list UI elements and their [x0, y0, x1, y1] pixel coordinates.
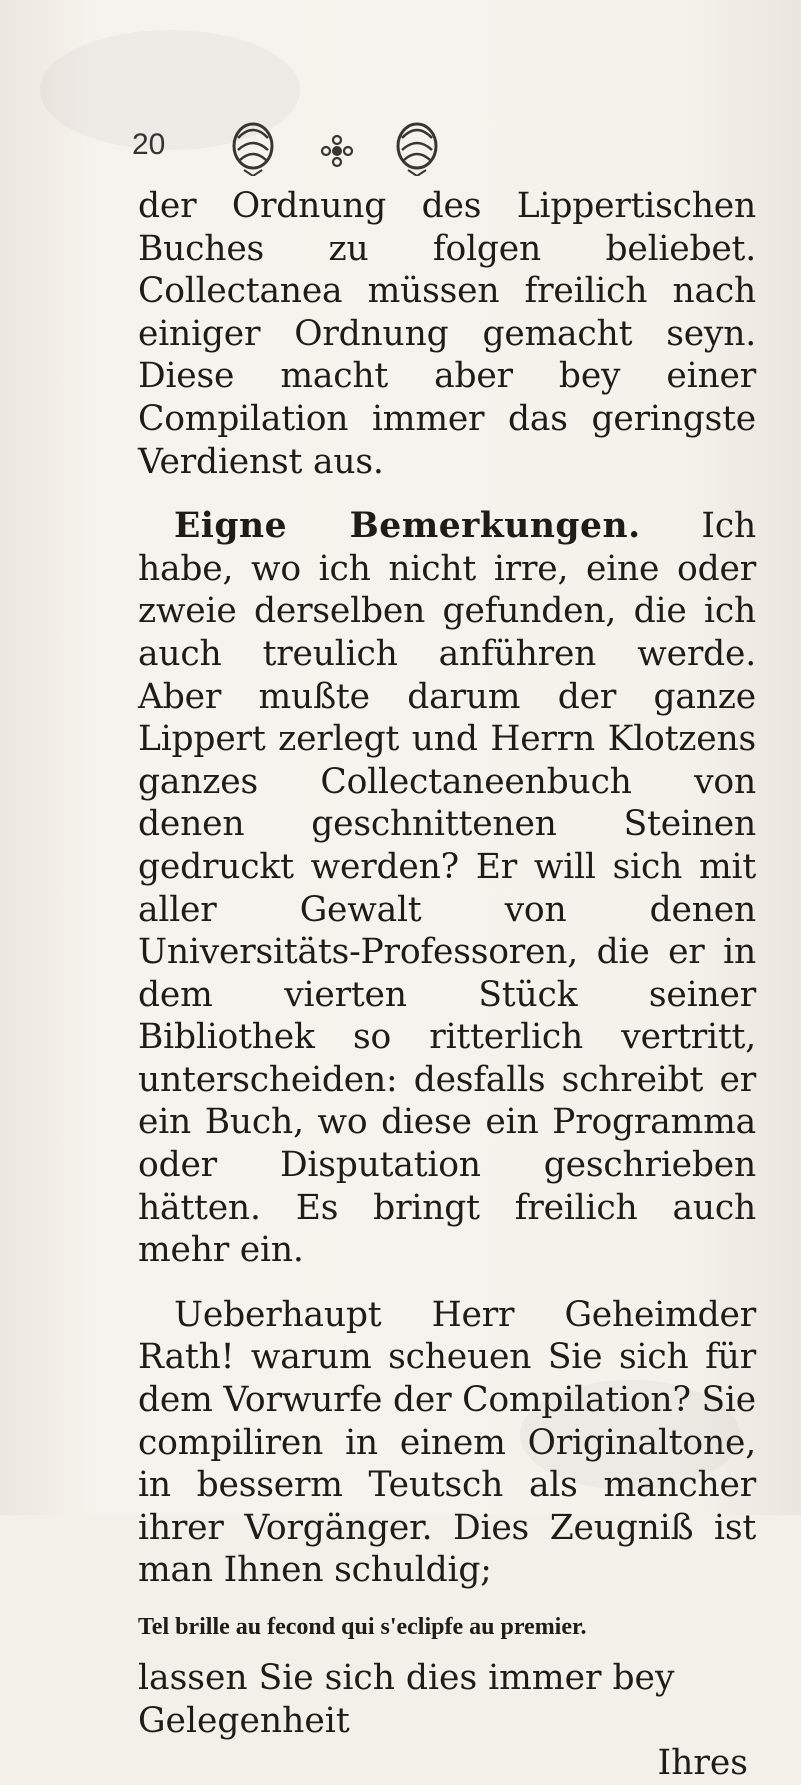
paragraph: der Ordnung des Lippertischen Buches zu folgen beliebet. Collectanea müssen freilich nach einiger Ordnung gemacht seyn. Diese macht aber bey einer Compilation immer das geringste Verdienst aus. [138, 186, 756, 482]
flower-ornament-icon [320, 134, 354, 168]
french-quote: Tel brille au fecond qui s'eclipfe au premier. [138, 1614, 587, 1640]
printer-ornament-icon [230, 120, 276, 176]
body-text [138, 185, 756, 1785]
printer-ornament-icon [394, 120, 440, 176]
page-header [132, 120, 692, 180]
page-number: 20 [132, 128, 166, 161]
paragraph: lassen Sie sich dies immer bey Gelegenheit [138, 1658, 675, 1741]
catchword: Ihres [657, 1743, 748, 1784]
paragraph-text: Ich habe, wo ich nicht irre, eine oder zweie derselben gefunden, die ich auch treulich anführen werde. Aber mußte darum der ganze Lippert zerlegt und Herrn Klotzens ganzes Collectaneenbuch von denen geschnittenen Steinen gedruckt werden? Er will sich mit aller Gewalt von denen Universitäts-Professoren, die er in dem vierten Stück seiner Bibliothek so ritterlich vertritt, unterscheiden: desfalls schreibt er ein Buch, wo diese ein Programma oder Disputation geschrieben hätten. Es bringt freilich auch mehr ein. [138, 506, 756, 1271]
paragraph: Ueberhaupt Herr Geheimder Rath! warum scheuen Sie sich für dem Vorwurfe der Compilation? Sie compiliren in einem Originaltone, in besserm Teutsch als mancher ihrer Vorgänger. Dies Zeugniß ist man Ihnen schuldig; [138, 1294, 756, 1591]
section-heading: Eigne Bemerkungen. [174, 506, 641, 547]
paragraph [138, 505, 756, 1272]
